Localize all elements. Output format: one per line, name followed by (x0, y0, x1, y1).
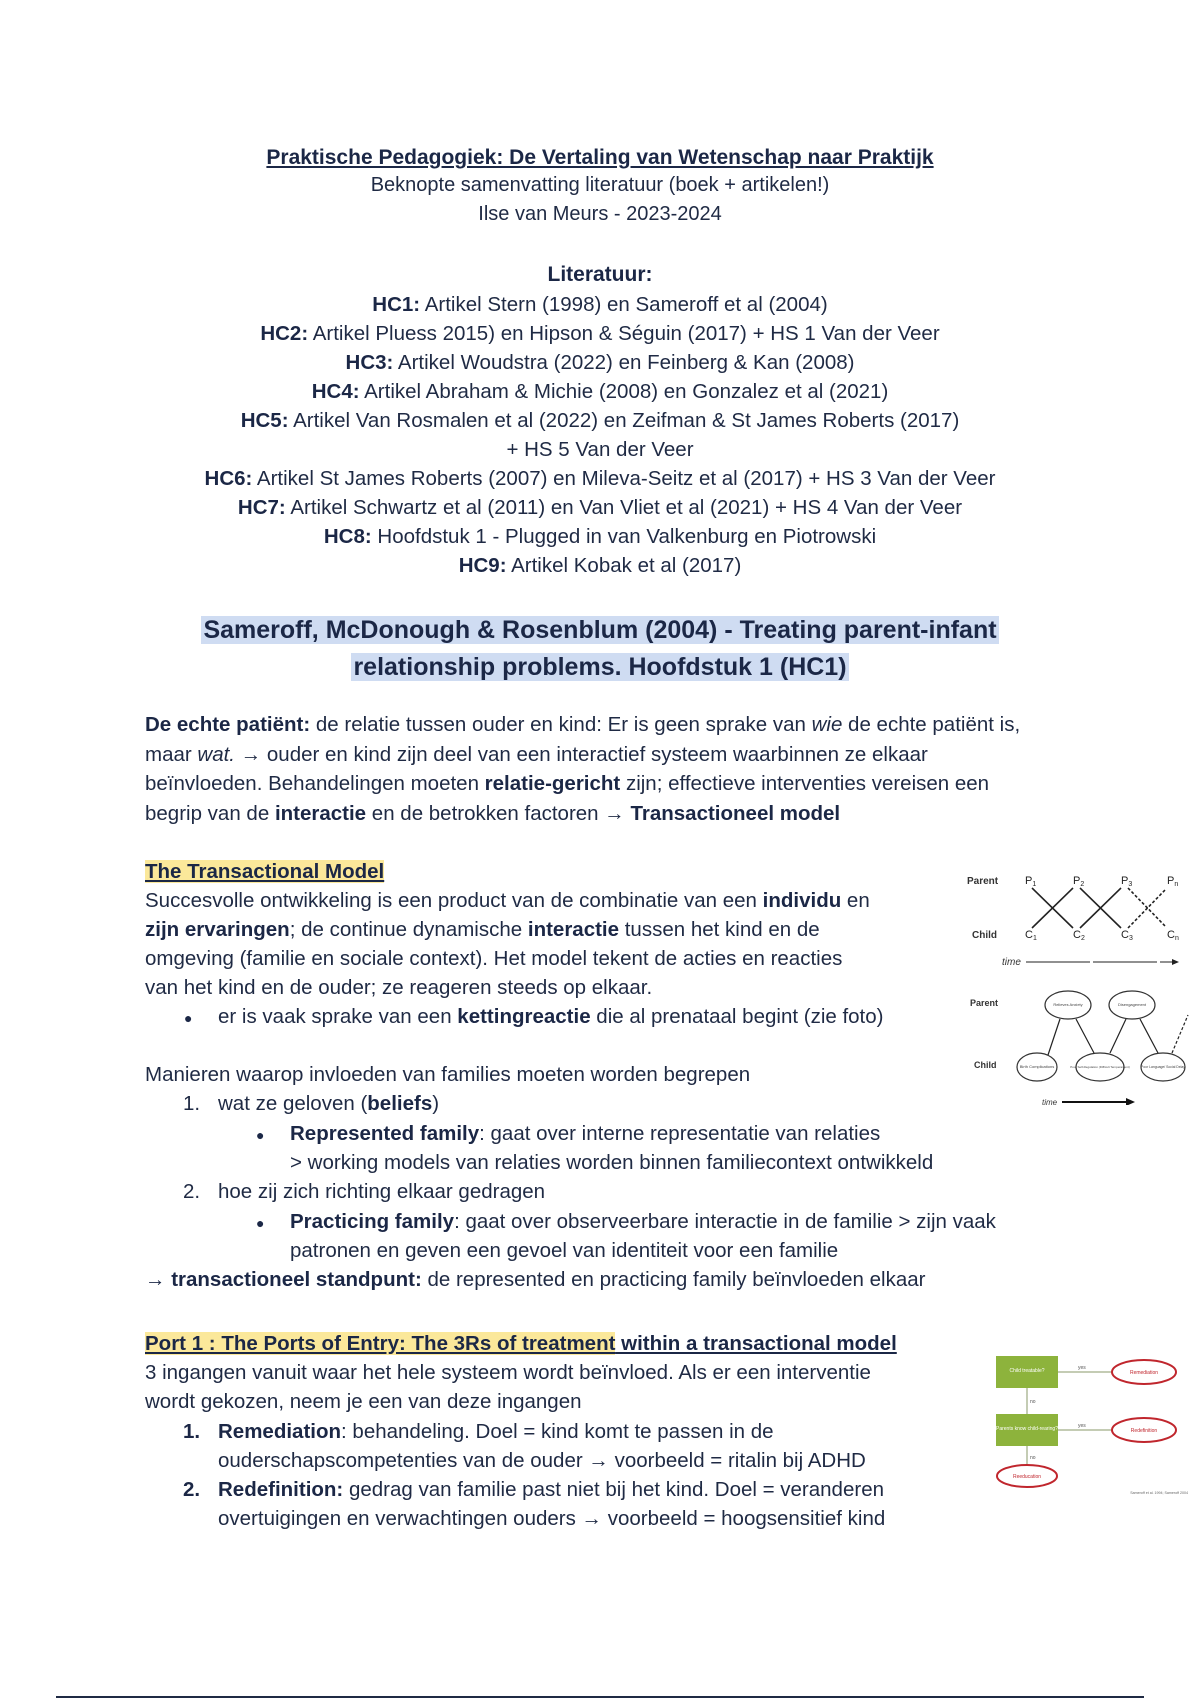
flowchart-no-label: no (1030, 1455, 1036, 1461)
flowchart-box-text: Child treatable? (1009, 1368, 1045, 1374)
list-item: hoe zij zich richting elkaar gedragen (218, 1180, 546, 1203)
figure2-node-text: Birth Complications (1019, 1064, 1055, 1069)
flowchart-yes-label: yes (1078, 1365, 1086, 1371)
figure2-arrow (1172, 1015, 1188, 1053)
flowchart-oval-text: Reeducation (1012, 1474, 1042, 1480)
bullet-icon: ● (184, 1010, 193, 1026)
practicing-family-note: patronen en geven een gevoel van identiteit voor een familie (290, 1239, 839, 1262)
figure2-time-arrowhead (1126, 1098, 1135, 1105)
practicing-family-item: Practicing family: gaat over observeerbare interactie in de familie > zijn vaak (290, 1210, 996, 1233)
example-chain-figure (960, 985, 1190, 1105)
three-rs-flowchart (990, 1352, 1190, 1500)
figure2-child-label: Child (974, 1060, 997, 1070)
literature-heading: Literatuur: (547, 263, 653, 286)
list-number: 1. (183, 1420, 201, 1443)
document-title: Praktische Pedagogiek: De Vertaling van Wetenschap naar Praktijk (266, 146, 934, 169)
represented-family-note: > working models van relaties worden binnen familiecontext ontwikkeld (290, 1151, 934, 1174)
figure-node-p1: P1 (1025, 875, 1037, 888)
literature-item: + HS 5 Van der Veer (506, 438, 694, 461)
figure2-arrow (1048, 1019, 1060, 1055)
figure-parent-label: Parent (967, 876, 999, 887)
figure-node-c2: C2 (1073, 929, 1085, 942)
remediation-note: ouderschapscompetenties van de ouder → voorbeeld = ritalin bij ADHD (218, 1449, 866, 1472)
ports-text-line: 3 ingangen vanuit waar het hele systeem wordt beïnvloed. Als er een interventie (145, 1361, 871, 1384)
remediation-item: Remediation: behandeling. Doel = kind komt te passen in de (218, 1420, 774, 1443)
ways-text: Manieren waarop invloeden van families moeten worden begrepen (145, 1063, 751, 1086)
redefinition-note: overtuigingen en verwachtingen ouders → voorbeeld = hoogsensitief kind (218, 1507, 886, 1530)
figure-node-c3: C3 (1121, 929, 1133, 942)
figure-time-label: time (1002, 957, 1021, 968)
bullet-icon: ● (256, 1127, 265, 1143)
transactional-text-line: omgeving (familie en sociale context). Het model tekent de acties en reacties (145, 947, 843, 970)
figure2-node-text: Poor Self-Regulation (Difficult Temperament) (1070, 1065, 1130, 1069)
flowchart-yes-label: yes (1078, 1423, 1086, 1429)
list-number: 2. (183, 1180, 201, 1203)
bottom-divider (56, 1696, 1144, 1698)
literature-item: HC6: Artikel St James Roberts (2007) en Mileva-Seitz et al (2017) + HS 3 Van der Veer (204, 467, 996, 490)
figure2-node-text: Relieves Anxiety (1053, 1002, 1083, 1007)
figure2-parent-label: Parent (970, 998, 999, 1008)
figure2-arrow (1110, 1019, 1126, 1053)
chapter-heading-line1: Sameroff, McDonough & Rosenblum (2004) - Treating parent-infant (203, 616, 997, 644)
transactional-text-line: Succesvolle ontwikkeling is een product van de combinatie van een individu en (145, 889, 870, 912)
literature-item: HC2: Artikel Pluess 2015) en Hipson & Séguin (2017) + HS 1 Van der Veer (260, 322, 940, 345)
figure2-node-text: Poor Language/ Social Delay (1141, 1065, 1185, 1069)
transactional-heading: The Transactional Model (145, 860, 385, 883)
figure-node-p2: P2 (1073, 875, 1085, 888)
document-author: Ilse van Meurs - 2023-2024 (478, 203, 722, 225)
figure-node-c1: C1 (1025, 929, 1037, 942)
figure-arrow (1128, 890, 1165, 928)
flowchart-oval-text: Remediation (1129, 1370, 1159, 1376)
ports-heading: Port 1 : The Ports of Entry: The 3Rs of treatment within a transactional model (145, 1332, 897, 1355)
figure-arrow (1128, 888, 1165, 926)
list-number: 1. (183, 1092, 201, 1115)
list-number: 2. (183, 1478, 201, 1501)
transactional-text-line: zijn ervaringen; de continue dynamische interactie tussen het kind en de (145, 918, 820, 941)
figure2-node-text: Disengagement (1117, 1002, 1147, 1007)
represented-family-item: Represented family: gaat over interne representatie van relaties (290, 1122, 881, 1145)
figure2-arrow (1076, 1019, 1094, 1053)
redefinition-item: Redefinition: gedrag van familie past niet bij het kind. Doel = veranderen (218, 1478, 884, 1501)
transactional-bullet: er is vaak sprake van een kettingreactie die al prenataal begint (zie foto) (218, 1005, 884, 1028)
flowchart-caption: Sameroff et al. 1994; Sameroff 2004 (1130, 1491, 1188, 1495)
flowchart-box-text: Parents know child-rearing? (996, 1426, 1058, 1432)
literature-item: HC4: Artikel Abraham & Michie (2008) en Gonzalez et al (2021) (311, 380, 889, 403)
document-subtitle: Beknopte samenvatting literatuur (boek + artikelen!) (370, 174, 830, 196)
transactional-standpoint: → transactioneel standpunt: de represented en practicing family beïnvloeden elkaar (145, 1268, 926, 1291)
ports-text-line: wordt gekozen, neem je een van deze ingangen (145, 1390, 582, 1413)
literature-item: HC7: Artikel Schwartz et al (2011) en Van Vliet et al (2021) + HS 4 Van der Veer (237, 496, 963, 519)
literature-item: HC1: Artikel Stern (1998) en Sameroff et al (2004) (372, 293, 828, 316)
intro-paragraph: De echte patiënt: de relatie tussen ouder en kind: Er is geen sprake van wie de echte patiënt is, maar wat. → ouder en kind zijn deel van een interactief systeem waarbinnen ze elkaar beïnvloeden. Behandelingen moeten relatie-gericht zijn; effectieve interventies vereisen een begrip van de interactie en de betrokken factoren → Transactioneel model (145, 713, 1021, 825)
bullet-icon: ● (256, 1215, 265, 1231)
transactional-chain-figure (960, 868, 1190, 968)
literature-list (0, 290, 1200, 580)
list-item: wat ze geloven (beliefs) (218, 1092, 440, 1115)
figure-node-pn: Pn (1167, 875, 1179, 888)
transactional-text-line: van het kind en de ouder; ze reageren steeds op elkaar. (145, 976, 653, 999)
flowchart-oval-text: Redefinition (1130, 1428, 1158, 1434)
flowchart-no-label: no (1030, 1399, 1036, 1405)
figure-child-label: Child (972, 930, 997, 941)
figure-node-cn: Cn (1167, 929, 1179, 942)
literature-item: HC8: Hoofdstuk 1 - Plugged in van Valkenburg en Piotrowski (323, 525, 877, 548)
figure-time-arrowhead (1172, 959, 1179, 965)
figure2-time-label: time (1042, 1098, 1058, 1105)
figure-node-p3: P3 (1121, 875, 1133, 888)
chapter-heading (0, 612, 1200, 686)
literature-item: HC9: Artikel Kobak et al (2017) (458, 554, 742, 577)
literature-item: HC3: Artikel Woudstra (2022) en Feinberg & Kan (2008) (345, 351, 855, 374)
figure2-arrow (1140, 1019, 1158, 1053)
literature-item: HC5: Artikel Van Rosmalen et al (2022) en Zeifman & St James Roberts (2017) (240, 409, 960, 432)
chapter-heading-line2: relationship problems. Hoofdstuk 1 (HC1) (353, 653, 847, 681)
